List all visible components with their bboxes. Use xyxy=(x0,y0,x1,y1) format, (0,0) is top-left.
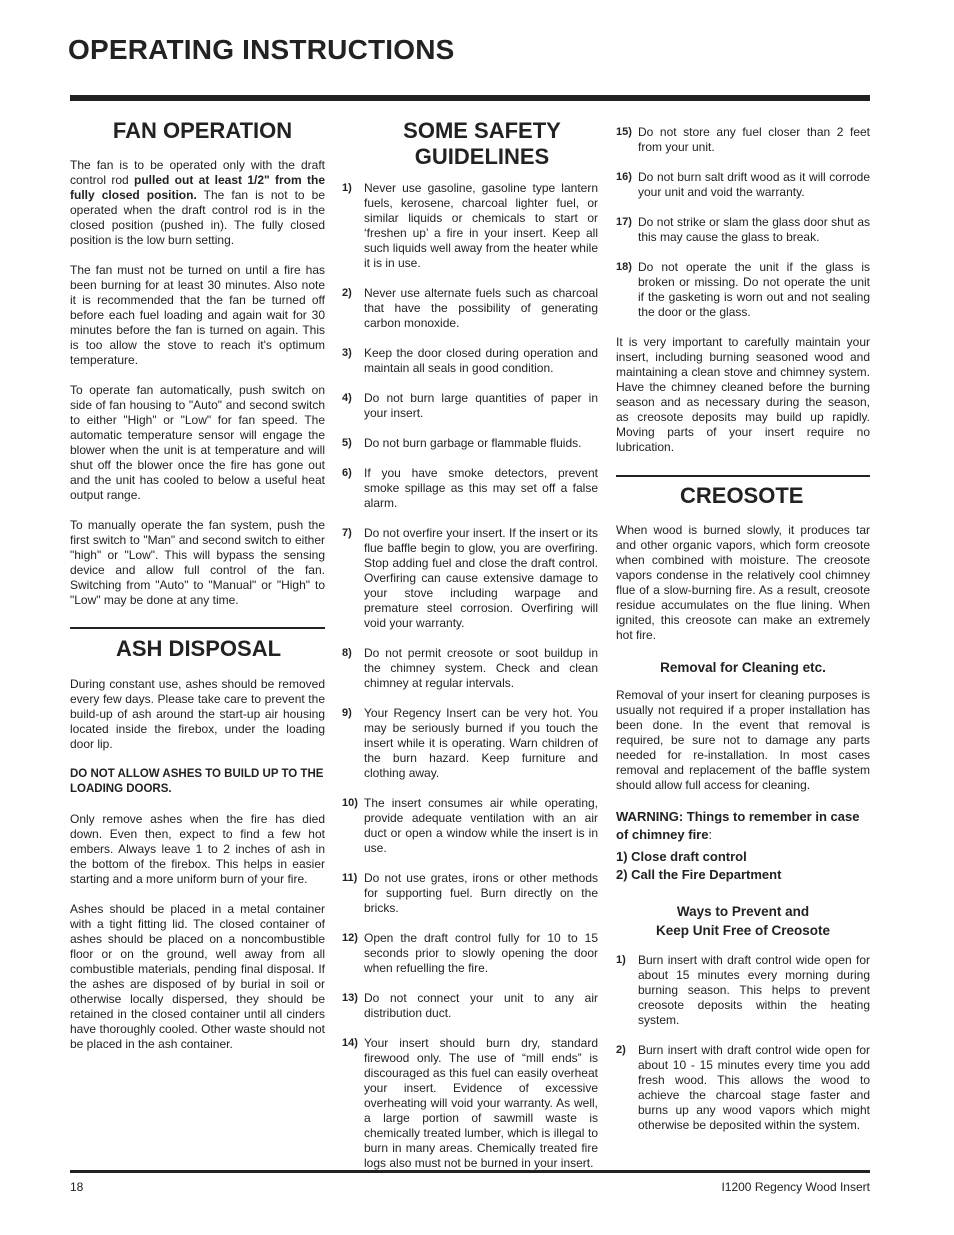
document-name: I1200 Regency Wood Insert xyxy=(721,1180,870,1194)
fan-operation-heading: FAN OPERATION xyxy=(112,118,293,143)
list-item xyxy=(342,796,598,856)
list-item-number: 6) xyxy=(342,467,352,479)
ash-paragraph-1: During constant use, ashes should be removed every few days. Please take care to prevent the build-up of ash around the start-up air housing located inside the firebox, under the loading door lip. xyxy=(70,677,325,751)
fan-paragraph-3: To operate fan automatically, push switch on side of fan housing to "Auto" and second switch to either "High" or "Low" for fan speed. The automatic temperature sensor will engage the blower when the unit is at temperature and will shut off the blower once the fire has gone out and the unit has cooled to below a useful heat output range. xyxy=(70,383,325,502)
list-item-number: 13) xyxy=(342,992,358,1004)
list-item-text: Burn insert with draft control wide open for about 10 - 15 minutes every time you add fresh wood. This allows the wood to achieve the charcoal stage faster and burns up any wood vapors which might otherwise be deposited within the system. xyxy=(638,1043,870,1132)
warning-text: WARNING: Things to remember in case of chimney fire xyxy=(616,809,860,842)
list-item-text: Never use gasoline, gasoline type lantern fuels, kerosene, charcoal lighter fuel, or similar liquids or chemicals to start or ‘freshen up’ a fire in your insert. Keep all such liquids well away from the heater while it is in use. xyxy=(364,181,598,270)
warning-step-2: 2) Call the Fire Department xyxy=(616,867,782,882)
list-item-number: 1) xyxy=(616,954,626,966)
ash-paragraph-2: Only remove ashes when the fire has died down. Even then, expect to find a few hot embers. Always leave 1 to 2 inches of ash in the bottom of the firebox. This helps in easier starting and a more uniform burn of your fire. xyxy=(70,812,325,886)
footer-rule xyxy=(70,1170,870,1173)
removal-heading: Removal for Cleaning etc. xyxy=(660,660,826,675)
removal-paragraph: Removal of your insert for cleaning purposes is usually not required if a proper installation has been done. In the event that removal is required, be sure not to damage any parts needed for re-installation. In most cases removal and replacement of the baffle system should allow full access for cleaning. xyxy=(616,688,870,792)
list-item xyxy=(342,706,598,781)
chimney-fire-warning xyxy=(616,808,870,844)
warning-step-1: 1) Close draft control xyxy=(616,849,747,864)
list-item-number: 15) xyxy=(616,126,632,138)
list-item xyxy=(342,436,598,451)
list-item xyxy=(342,991,598,1021)
list-item-text: The insert consumes air while operating, provide adequate ventilation with an air duct or open a window while the insert is in use. xyxy=(364,796,598,855)
safety-heading xyxy=(342,118,598,170)
list-item-number: 10) xyxy=(342,797,358,809)
list-item xyxy=(342,181,598,271)
list-item-number: 14) xyxy=(342,1037,358,1049)
list-item-number: 4) xyxy=(342,392,352,404)
fan-p1-rest: The fan is not to be operated when the draft control rod is in the closed position (pushed in). The fully closed position is the low burn setting. xyxy=(70,188,325,247)
prevent-heading-line2: Keep Unit Free of Creosote xyxy=(655,923,831,938)
list-item-number: 3) xyxy=(342,347,352,359)
fan-paragraph-4: To manually operate the fan system, push the first switch to "Man" and second switch to either "high" or "Low". This will bypass the sensing device and allow full control of the fan. Switching from "Auto" to "Manual" or "High" to "Low" may be done at any time. xyxy=(70,518,325,607)
list-item-text: Your Regency Insert can be very hot. You may be seriously burned if you touch the insert while it is operating. Warn children of the burn hazard. Keep furniture and clothing away. xyxy=(364,706,598,780)
list-item-number: 5) xyxy=(342,437,352,449)
safety-list-continued xyxy=(616,125,870,320)
list-item-text: Do not connect your unit to any air distribution duct. xyxy=(364,991,598,1020)
list-item xyxy=(342,286,598,331)
ash-warning: DO NOT ALLOW ASHES TO BUILD UP TO THE LOADING DOORS. xyxy=(70,768,324,795)
maintain-paragraph: It is very important to carefully maintain your insert, including burning seasoned wood and maintaining a clean stove and chimney system. Have the chimney cleaned before the burning season and as necessary during the season, as creosote deposits may build up rapidly. Moving parts of your insert require no lubrication. xyxy=(616,335,870,454)
list-item-text: Do not overfire your insert. If the insert or its flue baffle begin to glow, you are overfiring. Stop adding fuel and close the draft control. Overfiring can cause extensive damage to your stove including warpage and premature steel corrosion. Overfiring will void your warranty. xyxy=(364,526,598,630)
list-item-text: Burn insert with draft control wide open for about 15 minutes every morning during burning season. This helps to prevent creosote deposits within the heating system. xyxy=(638,953,870,1027)
prevent-heading-line1: Ways to Prevent and xyxy=(676,904,810,919)
section-divider xyxy=(70,627,325,629)
warning-steps xyxy=(616,848,870,884)
list-item xyxy=(342,346,598,376)
page-title: OPERATING INSTRUCTIONS xyxy=(68,34,455,65)
list-item-text: Keep the door closed during operation and maintain all seals in good condition. xyxy=(364,346,598,375)
list-item-text: Open the draft control fully for 10 to 15 seconds prior to slowly opening the door when refuelling the fire. xyxy=(364,931,598,975)
list-item-text: Never use alternate fuels such as charcoal that have the possibility of generating carbon monoxide. xyxy=(364,286,598,330)
page-number: 18 xyxy=(70,1180,84,1194)
prevent-heading xyxy=(616,902,870,940)
list-item-text: Do not store any fuel closer than 2 feet from your unit. xyxy=(638,125,870,154)
list-item-text: Do not burn large quantities of paper in your insert. xyxy=(364,391,598,420)
list-item-text: Do not operate the unit if the glass is broken or missing. Do not operate the unit if the gasketing is worn out and not sealing the door or the glass. xyxy=(638,260,870,319)
safety-list xyxy=(342,181,598,1171)
list-item xyxy=(342,871,598,916)
list-item xyxy=(616,1043,870,1133)
list-item-number: 11) xyxy=(342,872,358,884)
list-item-number: 2) xyxy=(616,1044,626,1056)
fan-p1-text: The fan is to be operated only with the draft control rod xyxy=(70,158,325,187)
list-item xyxy=(342,931,598,976)
list-item-number: 9) xyxy=(342,707,352,719)
header-rule xyxy=(70,95,870,101)
list-item xyxy=(342,1036,598,1171)
list-item-number: 7) xyxy=(342,527,352,539)
list-item-number: 16) xyxy=(616,171,632,183)
column-middle xyxy=(342,118,598,1186)
list-item-text: If you have smoke detectors, prevent smoke spillage as this may set off a false alarm. xyxy=(364,466,598,510)
list-item xyxy=(616,215,870,245)
list-item-number: 8) xyxy=(342,647,352,659)
list-item-number: 1) xyxy=(342,182,352,194)
list-item-text: Do not burn garbage or flammable fluids. xyxy=(364,436,582,450)
fan-paragraph-2: The fan must not be turned on until a fire has been burning for at least 30 minutes. Also note it is recommended that the fan be turned off before each fuel loading and again wait for 30 minutes before the fan is turned on again. This is too allow the stove to reach it's optimum temperature. xyxy=(70,263,325,367)
list-item-number: 17) xyxy=(616,216,632,228)
fan-p1-bold: pulled out at least 1/2" from the fully closed position. xyxy=(70,173,325,202)
list-item-text: Your insert should burn dry, standard firewood only. The use of “mill ends” is discouraged as this fuel can easily overheat your insert. Evidence of excessive overheating will void your warranty. As well, a large portion of sawmill waste is chemically treated lumber, which is illegal to burn in many areas. Chemically treated fire logs also must not be burned in your insert. xyxy=(364,1036,598,1170)
list-item-text: Do not strike or slam the glass door shut as this may cause the glass to break. xyxy=(638,215,870,244)
warning-colon: : xyxy=(708,827,713,842)
list-item xyxy=(616,170,870,200)
safety-heading-line1: SOME SAFETY xyxy=(403,118,561,143)
list-item xyxy=(342,646,598,691)
list-item-number: 12) xyxy=(342,932,358,944)
list-item-number: 2) xyxy=(342,287,352,299)
list-item xyxy=(616,953,870,1028)
ash-disposal-heading: ASH DISPOSAL xyxy=(116,636,282,661)
list-item xyxy=(616,125,870,155)
list-item-text: Do not permit creosote or soot buildup in the chimney system. Check and clean chimney at regular intervals. xyxy=(364,646,598,690)
creosote-heading: CREOSOTE xyxy=(680,483,804,508)
creosote-paragraph-1: When wood is burned slowly, it produces tar and other organic vapors, which form creosote when combined with moisture. The creosote vapors condense in the relatively cool chimney flue of a slow-burning fire. As a result, creosote residue accumulates on the flue lining. When ignited, this creosote can make an extremely hot fire. xyxy=(616,523,870,642)
list-item-number: 18) xyxy=(616,261,632,273)
list-item xyxy=(342,391,598,421)
list-item xyxy=(616,260,870,320)
list-item xyxy=(342,526,598,631)
safety-heading-line2: GUIDELINES xyxy=(414,144,550,169)
prevent-list xyxy=(616,953,870,1133)
ash-paragraph-3: Ashes should be placed in a metal container with a tight fitting lid. The closed container of ashes should be placed on a noncombustible floor or on the ground, well away from all combustible materials, pending final disposal. If the ashes are disposed of by burial in soil or otherwise locally dispersed, they should be retained in the closed container until all cinders have thoroughly cooled. Other waste should not be placed in the ash container. xyxy=(70,902,325,1051)
list-item xyxy=(342,466,598,511)
list-item-text: Do not use grates, irons or other methods for supporting fuel. Burn directly on the bricks. xyxy=(364,871,598,915)
column-right xyxy=(616,125,870,1148)
section-divider xyxy=(616,475,870,477)
fan-paragraph-1 xyxy=(70,158,325,248)
column-left xyxy=(70,118,325,1067)
list-item-text: Do not burn salt drift wood as it will corrode your unit and void the warranty. xyxy=(638,170,870,199)
